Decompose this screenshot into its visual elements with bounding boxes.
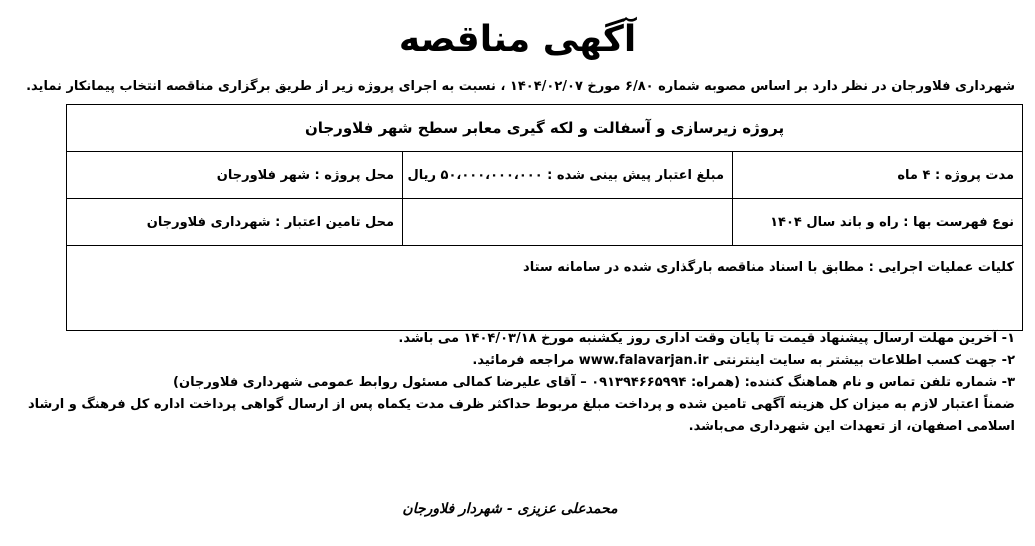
intro-paragraph: شهرداری فلاورجان در نظر دارد بر اساس مصوبه شماره ۶/۸۰ مورخ ۱۴۰۴/۰۲/۰۷ ، نسبت به اجرای پروژه زیر از طریق برگزاری مناقصه انتخاب پیمانکار نماید. xyxy=(26,79,1015,94)
website-link[interactable]: www.falavarjan.ir xyxy=(578,353,709,368)
payment-note: ضمناً اعتبار لازم به میزان کل هزینه آگهی تامین شده و پرداخت مبلغ مربوط حداکثر ظرف مدت یکماه پس از ارسال گواهی پرداخت اداره کل فرهنگ و ارشاد اسلامی اصفهان، از تعهدات این شهرداری می‌باشد. xyxy=(27,397,1015,434)
signature: محمدعلی عزیزی - شهردار فلاورجان xyxy=(402,501,618,517)
funding-source-cell: محل تامین اعتبار : شهرداری فلاورجان xyxy=(67,199,403,246)
notes-section xyxy=(15,328,1015,438)
project-location-cell: محل پروژه : شهر فلاورجان xyxy=(67,152,403,199)
deadline-note: ۱- آخرین مهلت ارسال پیشنهاد قیمت تا پایان وقت اداری روز یکشنبه مورخ ۱۴۰۴/۰۳/۱۸ می باشد. xyxy=(398,331,1015,346)
contact-note: ۳- شماره تلفن تماس و نام هماهنگ کننده: (همراه: ۰۹۱۳۹۴۶۶۵۹۹۴ – آقای علیرضا کمالی مسئول روابط عمومی شهرداری فلاورجان) xyxy=(173,375,1015,390)
page-title: آگهی مناقصه xyxy=(398,19,637,60)
project-details-table xyxy=(66,104,1023,331)
info-note-prefix: ۲- جهت کسب اطلاعات بیشتر به سایت اینترنتی xyxy=(713,353,1015,368)
info-note-suffix: مراجعه فرمائید. xyxy=(472,353,575,368)
operations-cell: کلیات عملیات اجرایی : مطابق با اسناد مناقصه بارگذاری شده در سامانه ستاد xyxy=(67,246,1023,331)
project-budget-cell: مبلغ اعتبار پیش بینی شده : ۵۰،۰۰۰،۰۰۰،۰۰۰ ریال xyxy=(403,152,733,199)
price-list-cell: نوع فهرست بها : راه و باند سال ۱۴۰۴ xyxy=(733,199,1023,246)
info-note xyxy=(15,350,1015,372)
project-title-cell: پروژه زیرسازی و آسفالت و لکه گیری معابر سطح شهر فلاورجان xyxy=(67,105,1023,152)
empty-cell xyxy=(403,199,733,246)
project-duration-cell: مدت پروژه : ۴ ماه xyxy=(733,152,1023,199)
